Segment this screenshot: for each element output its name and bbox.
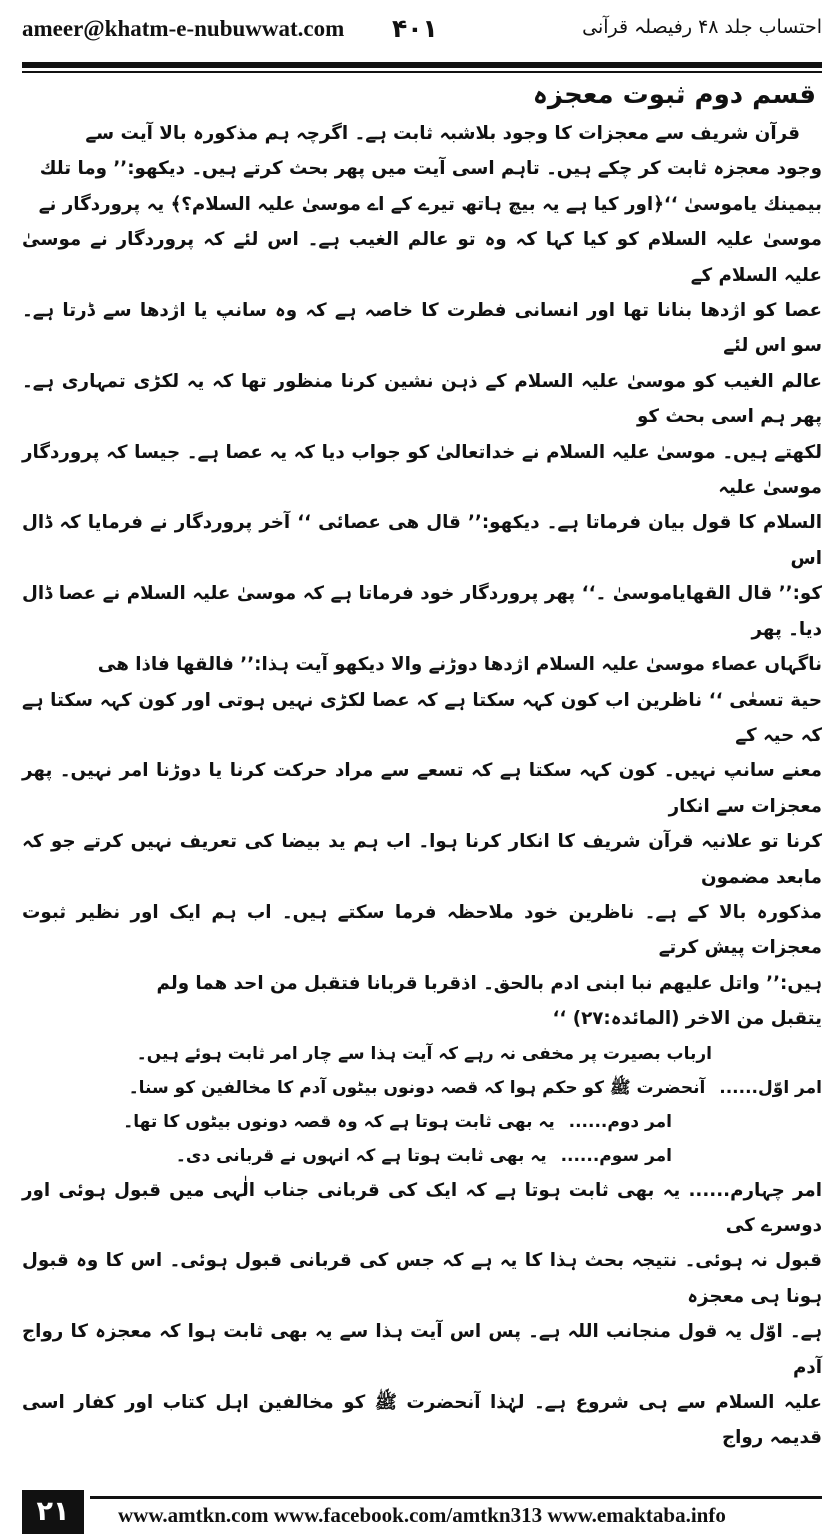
paragraph-line: معنے سانپ نہیں۔ کون کہہ سکتا ہے کہ تسعے سے مراد حرکت کرنا یا دوڑنا امر نہیں۔ پھر معجزات سے انکار [22,760,822,817]
closing-line: امر چہارم...... یہ بھی ثابت ہوتا ہے کہ ایک کی قربانی جناب الٰہی میں قبول ہوئی اور دوسرے کی [22,1179,822,1236]
main-paragraph [22,116,822,1037]
paragraph-line: حیة تسعٰی ‘‘ ناظرین اب کون کہہ سکتا ہے کہ عصا لکڑی نہیں ہوتی اور کون کہہ سکتا ہے کہ حیہ کے [22,689,822,746]
header-divider-thick [22,62,822,68]
paragraph-line: السلام کا قول بیان فرماتا ہے۔ دیکھو:’’ قال هی عصائی ‘‘ آخر پروردگار نے فرمایا کہ ڈال اس [22,512,822,569]
page-header [22,14,822,54]
page-body [22,80,822,1456]
paragraph-line: بیمینك یاموسیٰ ‘‘﴿اور کیا ہے یہ بیچ ہاتھ تیرے کے اے موسیٰ علیہ السلام؟﴾ یہ پروردگار نے [38,193,822,215]
paragraph-line: یتقبل من الاخر (المائدہ:۲۷) ‘‘ [552,1008,822,1030]
footer-links: www.amtkn.com www.facebook.com/amtkn313 www.emaktaba.info [118,1503,726,1527]
header-divider-thin [22,71,822,73]
section-heading: قسم دوم ثبوت معجزہ [532,80,816,110]
closing-line: قبول نہ ہوئی۔ نتیجہ بحث ہذا کا یہ ہے کہ جس کی قربانی قبول ہوئی۔ اس کا وہ قبول ہونا ہی معجزہ [22,1250,822,1307]
item-label: امر دوم...... [568,1111,672,1132]
list-item [22,1139,822,1173]
footer-page-label: ۲۱ [22,1490,84,1534]
header-email: ameer@khatm-e-nubuwwat.com [22,16,345,41]
closing-line: ہے۔ اوّل یہ قول منجانب اللہ ہے۔ پس اس آیت ہذا سے یہ بھی ثابت ہوا کہ معجزہ کا رواج آدم [22,1321,822,1378]
paragraph-line: مذکورہ بالا کے ہے۔ ناظرین خود ملاحظہ فرما سکتے ہیں۔ اب ہم ایک اور نظیر ثبوت معجزات پیش کرتے [22,901,822,959]
paragraph-line: کرنا تو علانیہ قرآن شریف کا انکار کرنا ہوا۔ اب ہم ید بیضا کی تعریف نہیں کرتے جو کہ مابعد مضمون [22,831,822,888]
list-item [22,1105,822,1139]
list-item [22,1071,822,1105]
paragraph-line: وجود معجزہ ثابت کر چکے ہیں۔ تاہم اسی آیت میں پھر بحث کرتے ہیں۔ دیکھو:’’ وما تلك [39,158,822,180]
item-text: یہ بھی ثابت ہوتا ہے کہ وہ قصہ دونوں بیٹوں کا تھا۔ [123,1111,555,1132]
footer-divider [90,1496,822,1499]
paragraph-line: ناگہاں عصاء موسیٰ علیہ السلام اژدھا دوڑنے والا دیکھو آیت ہذا:’’ فالقها فاذا هی [97,654,822,676]
item-label: امر سوم...... [560,1145,672,1166]
paragraph-line: موسیٰ علیہ السلام کو کیا کہا کہ وہ تو عالم الغیب ہے۔ اس لئے کہ پروردگار نے موسیٰ علیہ السلام کے [22,229,822,286]
closing-paragraph [22,1173,822,1456]
item-label: امر اوّل...... [719,1077,822,1098]
intro-line: ارباب بصیرت پر مخفی نہ رہے کہ آیت ہذا سے چار امر ثابت ہوئے ہیں۔ [136,1043,712,1064]
paragraph-line: قرآن شریف سے معجزات کا وجود بلاشبہ ثابت ہے۔ اگرچہ ہم مذکورہ بالا آیت سے [85,123,800,144]
closing-line: علیہ السلام سے ہی شروع ہے۔ لہٰذا آنحضرت ﷺ کو مخالفین اہل کتاب اور کفار اسی قدیمہ رواج [22,1392,822,1449]
paragraph-line: لکھتے ہیں۔ موسیٰ علیہ السلام نے خداتعالیٰ کو جواب دیا کہ یہ عصا ہے۔ جیسا کہ پروردگار موسیٰ علیہ [22,441,822,499]
paragraph-line: عصا کو اژدھا بنانا تھا اور انسانی فطرت کا خاصہ ہے کہ وہ سانپ یا اژدھا سے ڈرتا ہے۔ سو اس لئے [22,300,822,357]
item-text: یہ بھی ثابت ہوتا ہے کہ انہوں نے قربانی دی۔ [175,1145,547,1166]
paragraph-line: عالم الغیب کو موسیٰ علیہ السلام کے ذہن نشین کرنا منظور تھا کہ یہ لکڑی تمہاری ہے۔ پھر ہم اسی بحث کو [22,370,822,428]
paragraph-line: ہیں:’’ واتل علیهم نبا ابنی ادم بالحق۔ اذقربا قربانا فتقبل من احد هما ولم [156,972,822,994]
header-page-number: ۴۰۱ [392,14,438,43]
header-book-title: احتساب جلد ۴۸ رفیصلہ قرآنی [582,16,822,38]
item-text: آنحضرت ﷺ کو حکم ہوا کہ قصہ دونوں بیٹوں آدم کا مخالفین کو سنا۔ [128,1077,706,1098]
paragraph-line: کو:’’ قال القهایاموسیٰ ۔‘‘ پھر پروردگار خود فرماتا ہے کہ موسیٰ علیہ السلام نے عصا ڈال دیا۔ پھر [22,583,822,640]
